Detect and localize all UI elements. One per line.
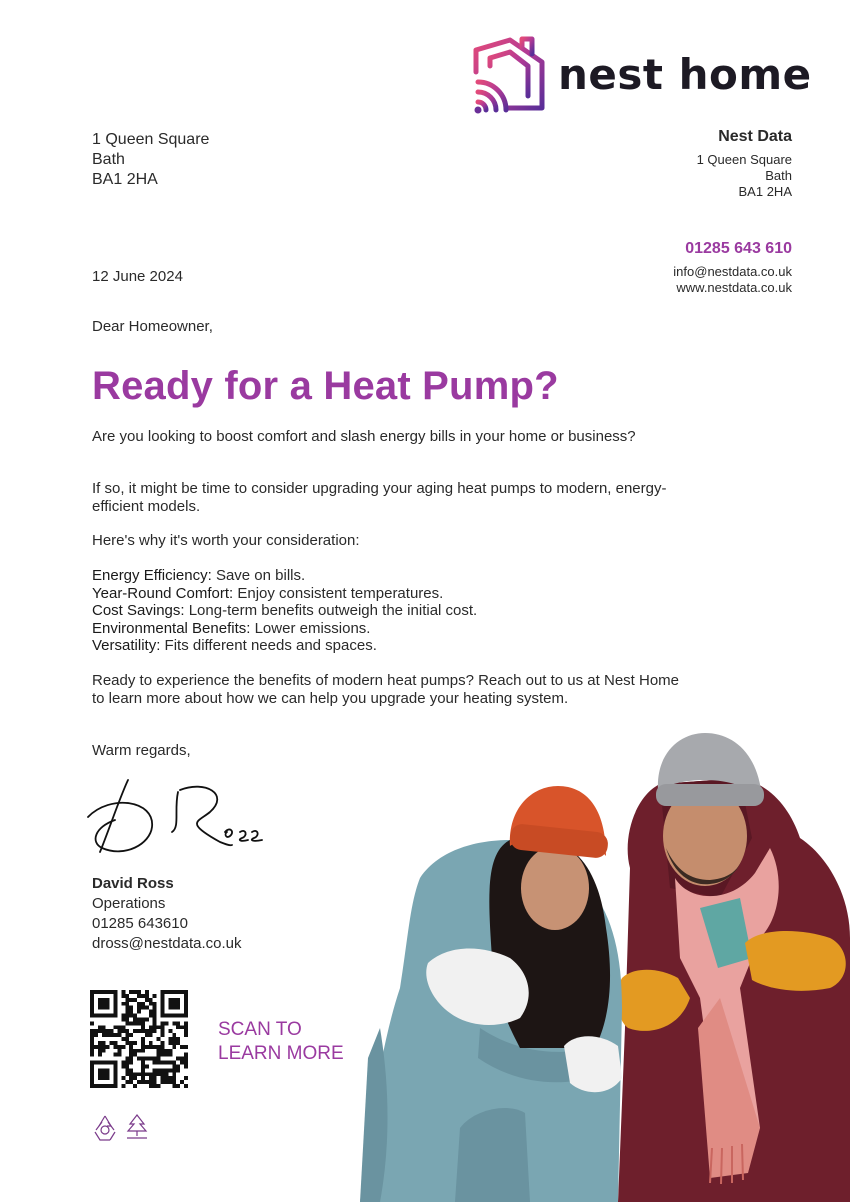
sender-address (697, 128, 792, 200)
house-wifi-icon (470, 36, 550, 116)
signatory-name: David Ross (92, 875, 174, 892)
benefits-list (92, 567, 692, 655)
recipient-line1: 1 Queen Square (92, 131, 210, 148)
recipient-line3: BA1 2HA (92, 171, 158, 188)
benefit-item: Versatility: Fits different needs and spaces. (92, 637, 377, 654)
signatory-email[interactable]: dross@nestdata.co.uk (92, 935, 242, 952)
contact-website[interactable]: www.nestdata.co.uk (676, 280, 792, 295)
recycle-icon (90, 1112, 120, 1144)
letter-date: 12 June 2024 (92, 268, 183, 285)
benefit-item: Environmental Benefits: Lower emissions. (92, 619, 371, 637)
contact-phone[interactable]: 01285 643 610 (685, 240, 792, 257)
brand-name: nest home (558, 50, 812, 99)
fsc-tree-icon (124, 1112, 150, 1144)
benefit-item: Cost Savings: Long-term benefits outweigh the initial cost. (92, 602, 478, 619)
signatory-role: Operations (92, 895, 166, 912)
paragraph-cta: Ready to experience the benefits of modern heat pumps? Reach out to us at Nest Home to learn more about how we can help you upgrade your heating system. (92, 672, 680, 707)
brand-logo (470, 36, 812, 116)
benefit-item: Year-Round Comfort: Enjoy consistent temperatures. (92, 584, 444, 602)
scan-cta (218, 1018, 344, 1066)
recipient-line2: Bath (92, 151, 125, 168)
signatory-phone[interactable]: 01285 643610 (92, 915, 188, 932)
contact-details (673, 240, 792, 296)
paragraph-reasons: Here's why it's worth your consideration: (92, 532, 360, 549)
scan-cta-line1: SCAN TO (218, 1019, 302, 1040)
scan-cta-line2: LEARN MORE (218, 1043, 344, 1064)
qr-code[interactable] (89, 990, 189, 1088)
letter-greeting: Dear Homeowner, (92, 318, 213, 335)
paragraph-upgrade: If so, it might be time to consider upgrading your aging heat pumps to modern, energy-efficient models. (92, 480, 667, 515)
contact-email[interactable]: info@nestdata.co.uk (673, 264, 792, 279)
sender-name: Nest Data (718, 128, 792, 145)
closing: Warm regards, (92, 742, 191, 759)
sender-line3: BA1 2HA (738, 184, 792, 199)
sender-line2: Bath (765, 168, 792, 183)
recipient-address (92, 130, 209, 190)
headline: Ready for a Heat Pump? (92, 364, 559, 408)
winter-couple-photo (360, 728, 850, 1202)
paragraph-intro: Are you looking to boost comfort and slash energy bills in your home or business? (92, 428, 636, 445)
signature (80, 772, 280, 867)
signatory-details (92, 874, 241, 954)
benefit-item: Energy Efficiency: Save on bills. (92, 567, 306, 584)
sender-line1: 1 Queen Square (696, 152, 792, 167)
